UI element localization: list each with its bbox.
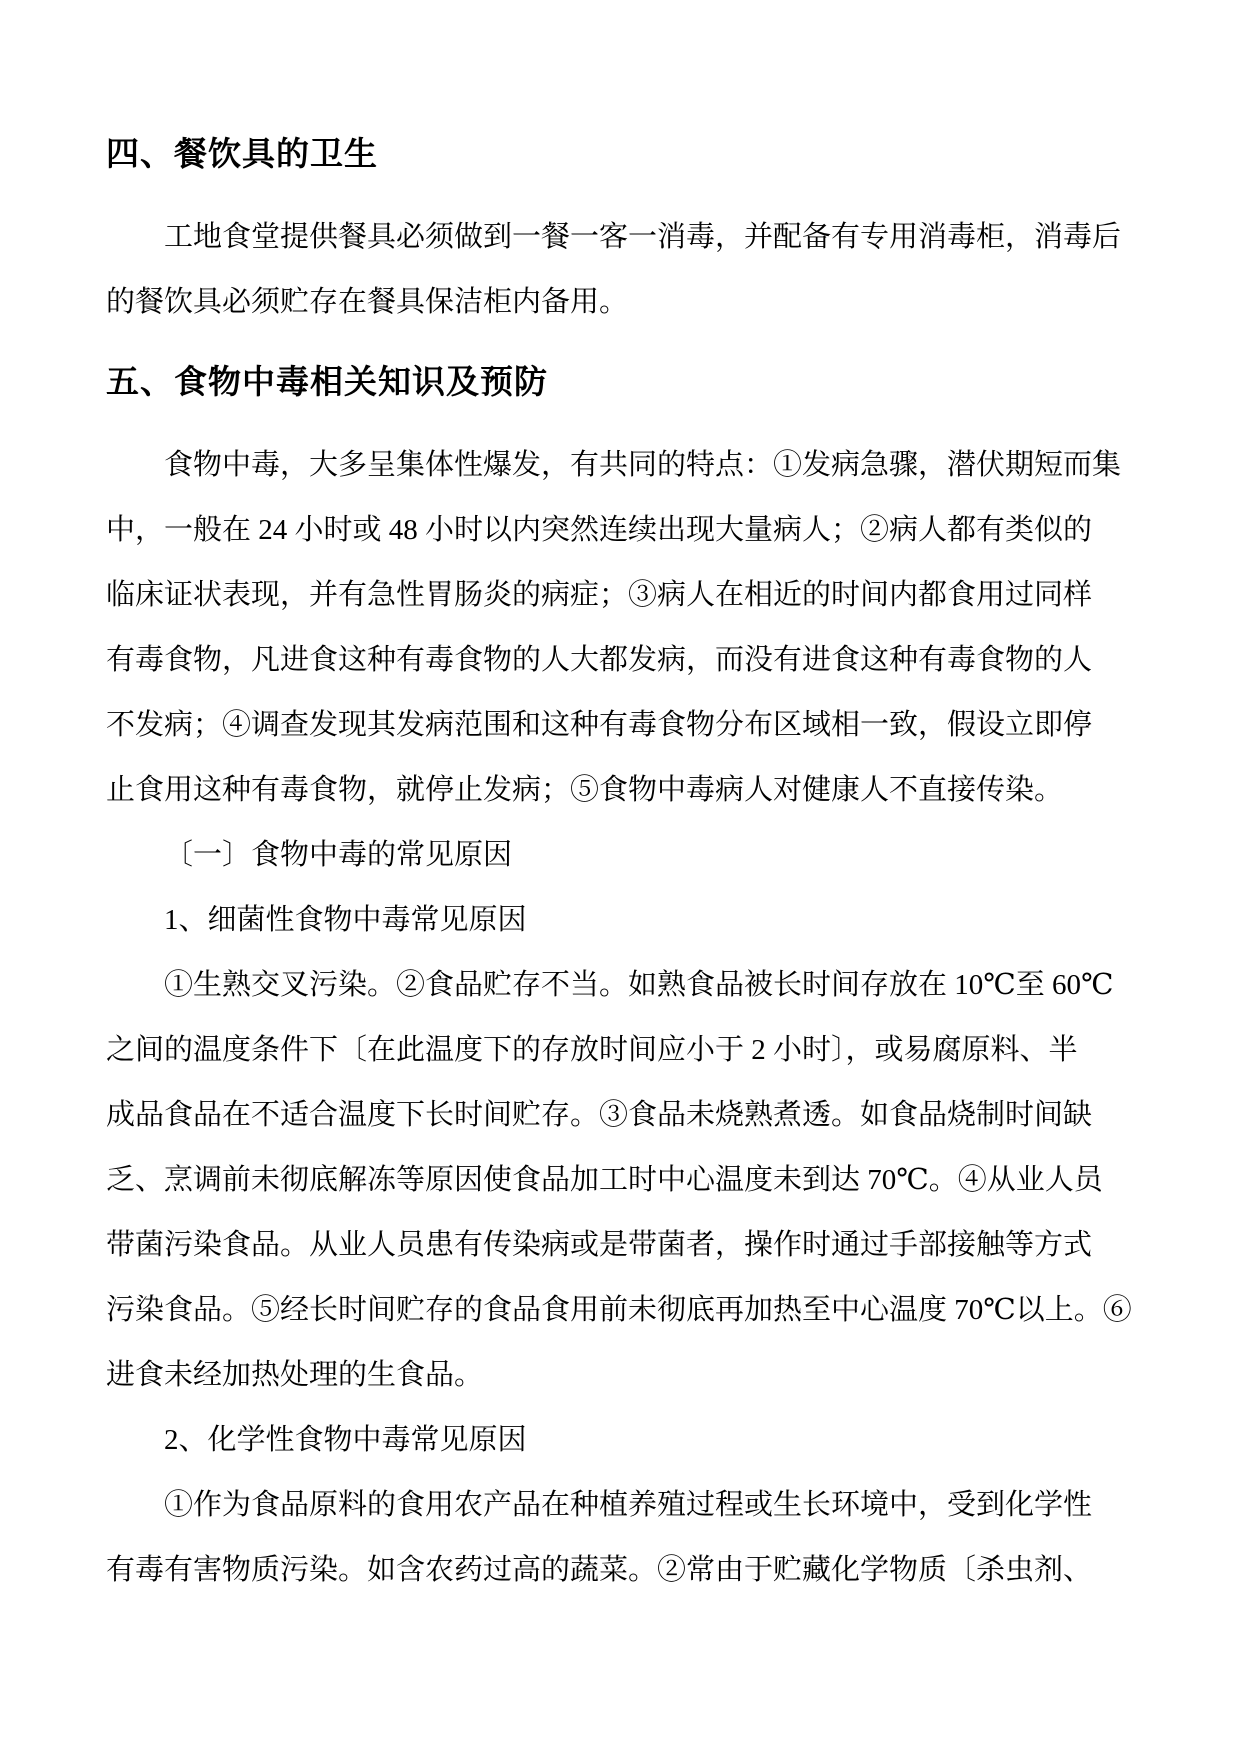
document-content [106, 131, 1137, 1603]
text-line: 有毒有害物质污染。如含农药过高的蔬菜。②常由于贮藏化学物质〔杀虫剂、 [106, 1554, 1093, 1586]
paragraph [106, 953, 1137, 1408]
text-line: 食物中毒，大多呈集体性爆发，有共同的特点：①发病急骤，潜伏期短而集 [164, 449, 1122, 481]
paragraph [106, 888, 1137, 953]
text-line: 工地食堂提供餐具必须做到一餐一客一消毒，并配备有专用消毒柜，消毒后 [164, 221, 1122, 253]
text-line: 2、化学性食物中毒常见原因 [164, 1424, 527, 1456]
section-heading: 四、餐饮具的卫生 [106, 137, 378, 173]
text-line: 进食未经加热处理的生食品。 [106, 1359, 484, 1391]
text-line: 止食用这种有毒食物，就停止发病；⑤食物中毒病人对健康人不直接传染。 [106, 774, 1064, 806]
text-line: 临床证状表现，并有急性胃肠炎的病症；③病人在相近的时间内都食用过同样 [106, 579, 1093, 611]
text-line: 之间的温度条件下〔在此温度下的存放时间应小于 2 小时〕，或易腐原料、半 [106, 1034, 1078, 1066]
paragraph [106, 1408, 1137, 1473]
text-line: 〔一〕食物中毒的常见原因 [164, 839, 513, 871]
text-line: 的餐饮具必须贮存在餐具保洁柜内备用。 [106, 286, 629, 318]
text-line: 1、细菌性食物中毒常见原因 [164, 904, 527, 936]
paragraph [106, 1473, 1137, 1603]
text-line: 污染食品。⑤经长时间贮存的食品食用前未彻底再加热至中心温度 70℃以上。⑥ [106, 1294, 1132, 1326]
text-line: 中，一般在 24 小时或 48 小时以内突然连续出现大量病人；②病人都有类似的 [106, 514, 1093, 546]
text-line: 乏、烹调前未彻底解冻等原因使食品加工时中心温度未到达 70℃。④从业人员 [106, 1164, 1103, 1196]
text-line: ①作为食品原料的食用农产品在种植养殖过程或生长环境中，受到化学性 [164, 1489, 1093, 1521]
paragraph [106, 433, 1137, 823]
paragraph [106, 823, 1137, 888]
section-heading: 五、食物中毒相关知识及预防 [106, 365, 548, 401]
paragraph [106, 205, 1137, 335]
text-line: 带菌污染食品。从业人员患有传染病或是带菌者，操作时通过手部接触等方式 [106, 1229, 1093, 1261]
text-line: 成品食品在不适合温度下长时间贮存。③食品未烧熟煮透。如食品烧制时间缺 [106, 1099, 1093, 1131]
text-line: 有毒食物，凡进食这种有毒食物的人大都发病，而没有进食这种有毒食物的人 [106, 644, 1093, 676]
text-line: 不发病；④调查发现其发病范围和这种有毒食物分布区域相一致，假设立即停 [106, 709, 1093, 741]
text-line: ①生熟交叉污染。②食品贮存不当。如熟食品被长时间存放在 10℃至 60℃ [164, 969, 1114, 1001]
